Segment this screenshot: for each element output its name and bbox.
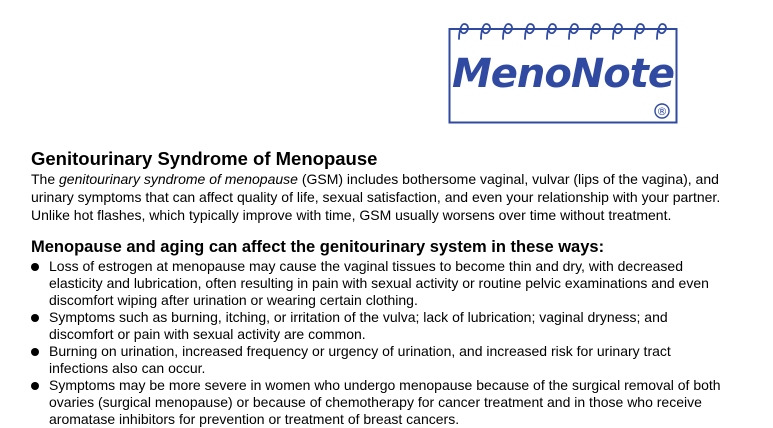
bullet-icon bbox=[31, 382, 39, 390]
bullet-icon bbox=[31, 314, 39, 322]
list-item-text: Symptoms may be more severe in women who undergo menopause because of the surgical removal of both ovaries (surgical menopause) or because of chemotherapy for cancer treatment and in those who receive aromatase inhibitors for prevention or treatment of breast cancers. bbox=[49, 377, 721, 427]
bullet-icon bbox=[31, 263, 39, 271]
list-item bbox=[31, 258, 761, 309]
registered-mark: ® bbox=[656, 105, 668, 118]
article bbox=[31, 148, 761, 428]
logo-wordmark: MenoNote bbox=[451, 51, 675, 97]
intro-term: genitourinary syndrome of menopause bbox=[59, 171, 298, 187]
list-item-text: Symptoms such as burning, itching, or irritation of the vulva; lack of lubrication; vaginal dryness; and discomfort or pain with sexual activity are common. bbox=[49, 309, 668, 342]
intro-prefix: The bbox=[31, 171, 60, 187]
list-item bbox=[31, 377, 761, 428]
bullet-icon bbox=[31, 348, 39, 356]
menonote-logo-graphic bbox=[448, 19, 678, 124]
section-heading: Menopause and aging can affect the genitourinary system in these ways: bbox=[31, 238, 605, 256]
list-item bbox=[31, 309, 761, 343]
list-item-text: Burning on urination, increased frequency or urgency of urination, and increased risk for urinary tract infections also can occur. bbox=[49, 343, 671, 376]
menonote-logo bbox=[448, 19, 678, 124]
bullet-list bbox=[31, 258, 761, 428]
list-item-text: Loss of estrogen at menopause may cause the vaginal tissues to become thin and dry, with decreased elasticity and lubrication, often resulting in pain with sexual activity or routine pelvic examinations and even discomfort wiping after urination or wearing certain clothing. bbox=[49, 258, 709, 308]
page-title: Genitourinary Syndrome of Menopause bbox=[31, 148, 378, 169]
intro-body: (GSM) includes bothersome vaginal, vulvar (lips of the vagina), and urinary symptoms that can affect quality of life, sexual satisfaction, and even your relationship with your partner. Unlike hot flashes, which typically improve with time, GSM usually worsens over time without treatment. bbox=[31, 171, 721, 223]
intro-paragraph bbox=[31, 170, 761, 224]
list-item bbox=[31, 343, 761, 377]
